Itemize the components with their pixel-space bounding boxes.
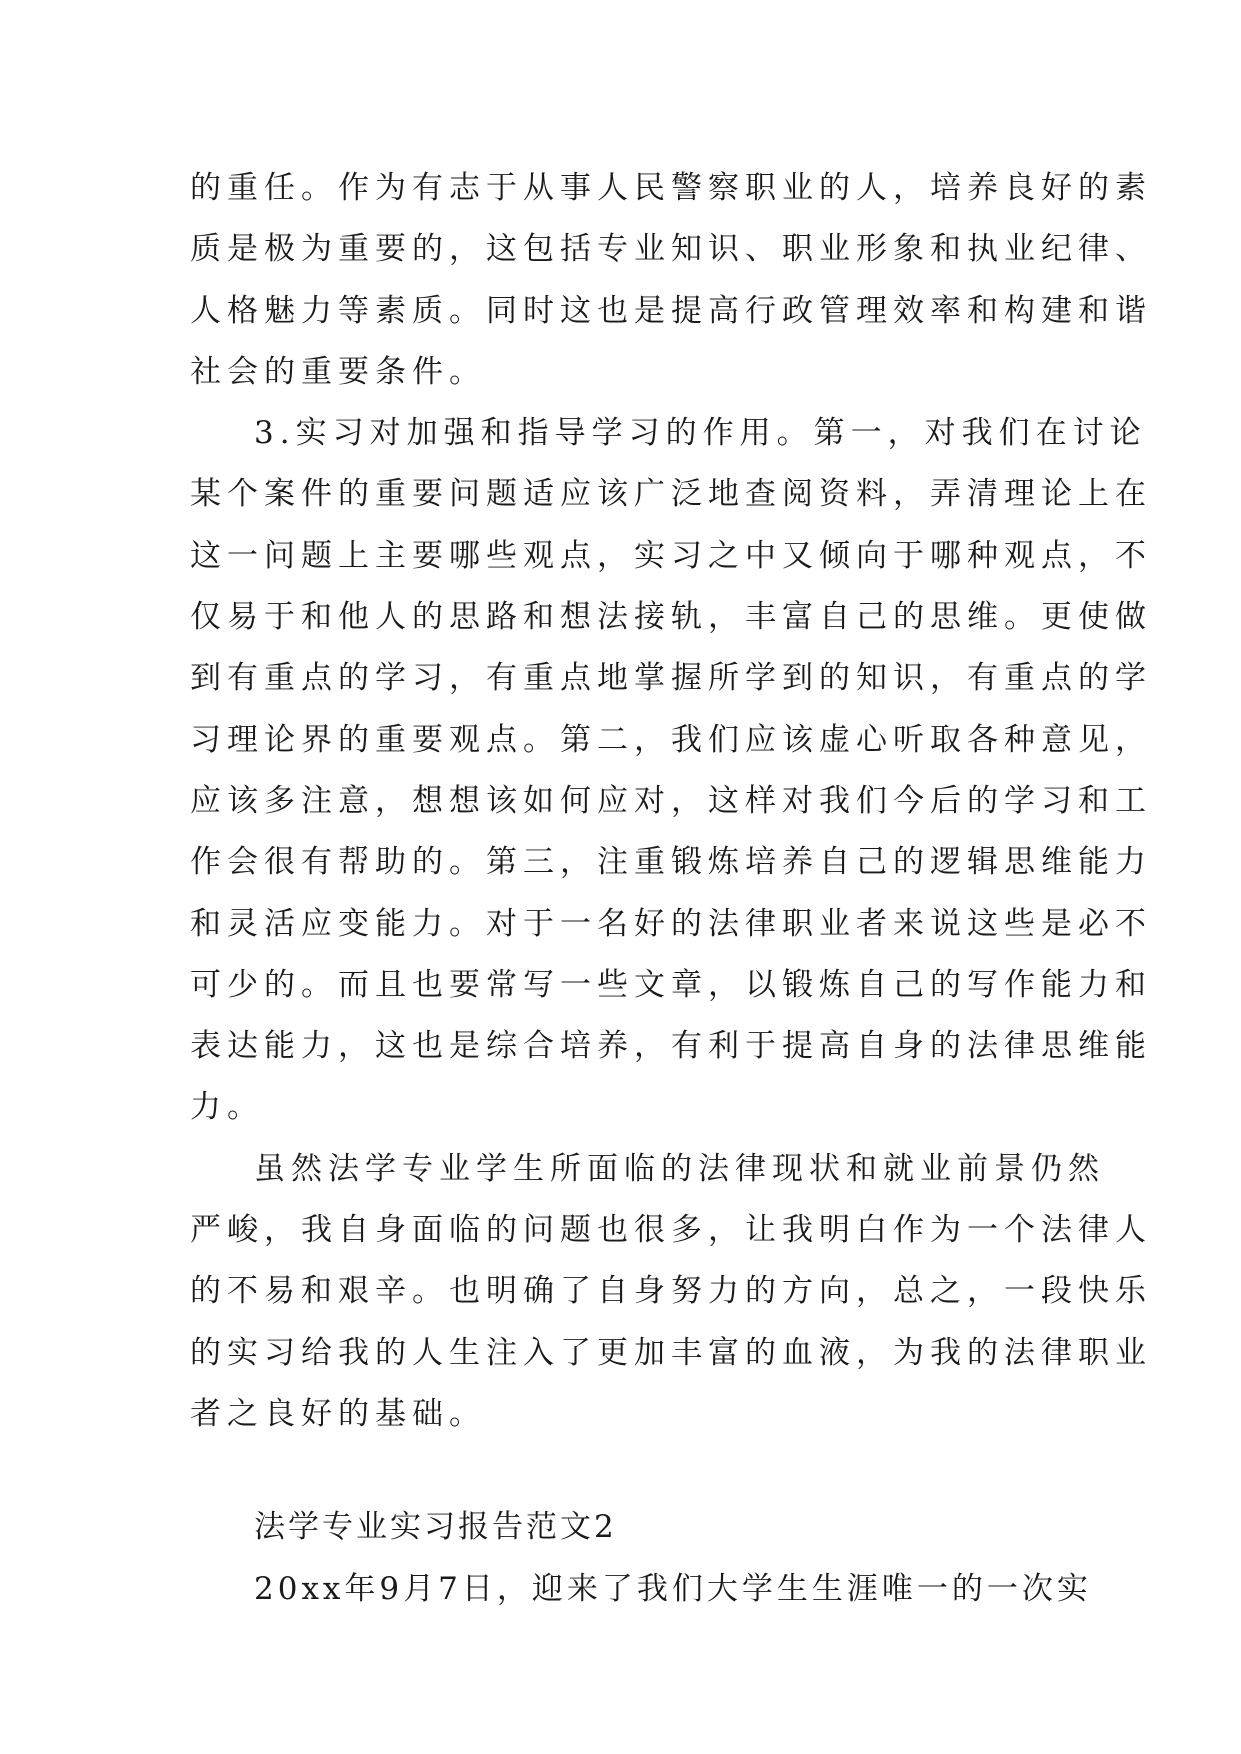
text-line: 仅易于和他人的思路和想法接轨，丰富自己的思维。更使做 [190, 599, 1152, 636]
section-title: 法学专业实习报告范文2 [254, 1509, 617, 1546]
text-line: 社会的重要条件。 [190, 353, 486, 390]
document-body [190, 158, 1152, 1620]
text-line: 3.实习对加强和指导学习的作用。第一，对我们在讨论 [254, 415, 1147, 452]
text-line: 的不易和艰辛。也明确了自身努力的方向，总之，一段快乐 [190, 1273, 1152, 1310]
text-line: 和灵活应变能力。对于一名好的法律职业者来说这些是必不 [190, 905, 1152, 942]
text-line: 这一问题上主要哪些观点，实习之中又倾向于哪种观点，不 [190, 537, 1152, 574]
section-spacer [190, 1445, 1070, 1497]
text-line: 质是极为重要的，这包括专业知识、职业形象和执业纪律、 [190, 231, 1152, 268]
text-line: 虽然法学专业学生所面临的法律现状和就业前景仍然 [254, 1150, 1105, 1187]
text-line: 人格魅力等素质。同时这也是提高行政管理效率和构建和谐 [190, 292, 1152, 329]
date-line: 20xx年9月7日，迎来了我们大学生生涯唯一的一次实 [254, 1570, 1092, 1607]
text-line: 到有重点的学习，有重点地掌握所学到的知识，有重点的学 [190, 660, 1152, 697]
text-line: 应该多注意，想想该如何应对，这样对我们今后的学习和工 [190, 782, 1152, 819]
text-line: 表达能力，这也是综合培养，有利于提高自身的法律思维能 [190, 1028, 1152, 1065]
text-line: 的实习给我的人生注入了更加丰富的血液，为我的法律职业 [190, 1334, 1152, 1371]
text-line: 作会很有帮助的。第三，注重锻炼培养自己的逻辑思维能力 [190, 844, 1152, 881]
text-line: 某个案件的重要问题适应该广泛地查阅资料，弄清理论上在 [190, 476, 1152, 513]
text-line: 严峻，我自身面临的问题也很多，让我明白作为一个法律人 [190, 1212, 1152, 1249]
text-line: 者之良好的基础。 [190, 1395, 486, 1432]
text-line: 可少的。而且也要常写一些文章，以锻炼自己的写作能力和 [190, 966, 1152, 1003]
text-line: 力。 [190, 1089, 264, 1126]
text-line: 习理论界的重要观点。第二，我们应该虚心听取各种意见， [190, 721, 1152, 758]
text-line: 的重任。作为有志于从事人民警察职业的人，培养良好的素 [190, 170, 1152, 206]
